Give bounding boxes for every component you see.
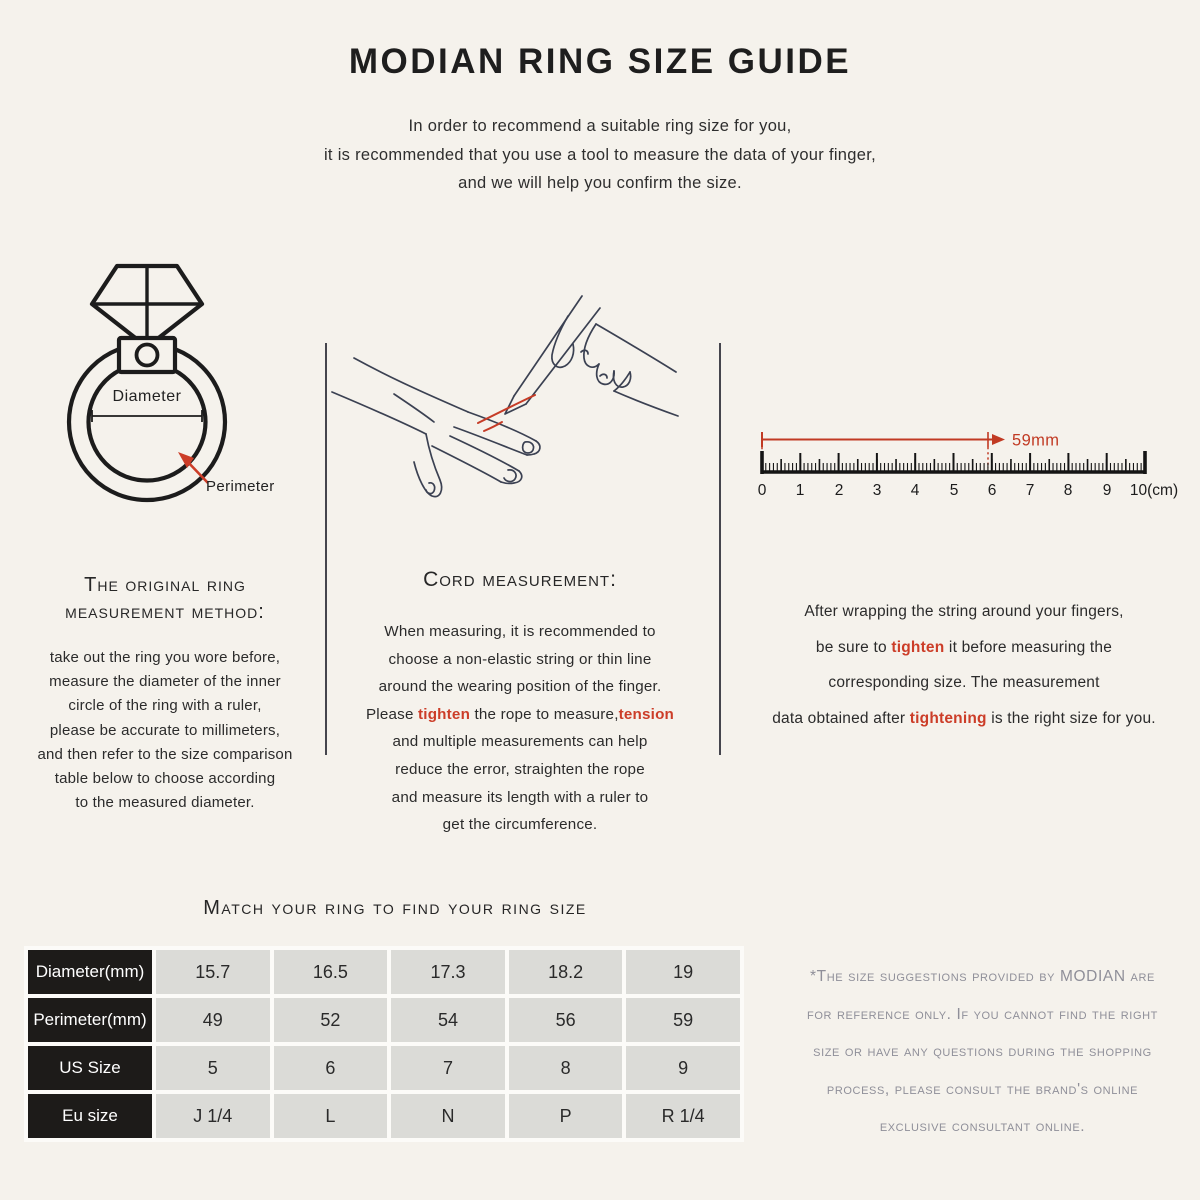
intro-line: and we will help you confirm the size. <box>458 174 742 192</box>
highlight-tighten: tighten <box>418 705 471 723</box>
ruler-tick-label: 8 <box>1063 482 1073 499</box>
ruler-tick-label: 9 <box>1102 482 1112 499</box>
left-hand-drawing <box>332 358 540 497</box>
ruler-tick-label: 0 <box>757 482 767 499</box>
table-cell: 59 <box>626 998 740 1042</box>
perimeter-label: Perimeter <box>206 478 275 495</box>
ruler-illustration <box>748 424 1198 509</box>
cord-heading: Cord measurement: <box>423 568 617 591</box>
cord-body-text: When measuring, it is recommended to choose a non-elastic string or thin line around the wearing position of the finger. Please tighten the rope to measure,tension and multiple measurements can help reduce the error, straighten the rope and measure its length with a ruler to get the circumference. <box>365 623 675 834</box>
measurement-value-label: 59mm <box>1012 431 1060 450</box>
ruler-tick-label: 2 <box>834 482 844 499</box>
page-title: MODIAN RING SIZE GUIDE <box>348 42 852 81</box>
table-cell: 6 <box>274 1046 388 1090</box>
column-divider <box>719 343 721 755</box>
table-cell: 7 <box>391 1046 505 1090</box>
table-cell: 9 <box>626 1046 740 1090</box>
method-heading: The original ring measurement method: <box>65 574 265 623</box>
highlight-tighten: tighten <box>891 638 945 656</box>
table-row-label: Eu size <box>28 1094 152 1138</box>
ring-illustration <box>50 250 280 505</box>
measurement-arrow <box>762 432 1005 468</box>
table-cell: J 1/4 <box>156 1094 270 1138</box>
table-cell: 16.5 <box>274 950 388 994</box>
intro-line: In order to recommend a suitable ring size for you, <box>408 117 792 135</box>
table-cell: N <box>391 1094 505 1138</box>
table-cell: 52 <box>274 998 388 1042</box>
ruler-tick-label: 4 <box>910 482 920 499</box>
table-cell: 17.3 <box>391 950 505 994</box>
size-table-heading: Match your ring to find your ring size <box>203 897 587 919</box>
ruler-tick-label: 6 <box>987 482 997 499</box>
table-cell: 54 <box>391 998 505 1042</box>
column-divider <box>325 343 327 755</box>
table-cell: 56 <box>509 998 623 1042</box>
intro-line: it is recommended that you use a tool to measure the data of your finger, <box>323 145 877 164</box>
ruler-tick-label: 5 <box>949 482 959 499</box>
highlight-tightening: tightening <box>909 709 987 727</box>
disclaimer-text: *The size suggestions provided by MODIAN are for reference only. If you cannot find the right size or have any questions during the shopping process, please consult the brand's online exclusive consultant online. <box>807 968 1158 1135</box>
wrap-body-text: After wrapping the string around your fingers, be sure to tighten it before measuring the corresponding size. The measurement data obtained after tightening is the right size for you. <box>772 603 1156 727</box>
table-cell: 15.7 <box>156 950 270 994</box>
table-cell: R 1/4 <box>626 1094 740 1138</box>
table-cell: 19 <box>626 950 740 994</box>
table-cell: 8 <box>509 1046 623 1090</box>
table-cell: 5 <box>156 1046 270 1090</box>
right-hand-drawing <box>552 316 678 416</box>
ring-mount <box>119 338 175 372</box>
table-row-label: Diameter(mm) <box>28 950 152 994</box>
diameter-label: Diameter <box>112 388 182 405</box>
table-cell: 49 <box>156 998 270 1042</box>
ruler-tick-label: 7 <box>1025 482 1035 499</box>
ring-size-table <box>24 946 744 1142</box>
ruler-scale <box>761 451 1148 474</box>
method-body-text: take out the ring you wore before, measure the diameter of the inner circle of the ring with a ruler, please be accurate to millimeters, and then refer to the size comparison table below to choose according to the measured diameter. <box>37 649 293 812</box>
diameter-line <box>92 410 202 422</box>
intro-text <box>0 112 1200 198</box>
ruler-tick-labels <box>758 482 1178 499</box>
table-cell: 18.2 <box>509 950 623 994</box>
ruler-tick-label: 3 <box>872 482 882 499</box>
ruler-tick-label: 1 <box>795 482 805 499</box>
diamond-icon <box>92 266 202 347</box>
table-row-label: Perimeter(mm) <box>28 998 152 1042</box>
table-cell: P <box>509 1094 623 1138</box>
table-row-label: US Size <box>28 1046 152 1090</box>
hand-measuring-illustration <box>328 292 680 532</box>
table-cell: L <box>274 1094 388 1138</box>
ruler-tick-label: 10(cm) <box>1129 482 1179 499</box>
highlight-tension: tension <box>618 705 675 723</box>
